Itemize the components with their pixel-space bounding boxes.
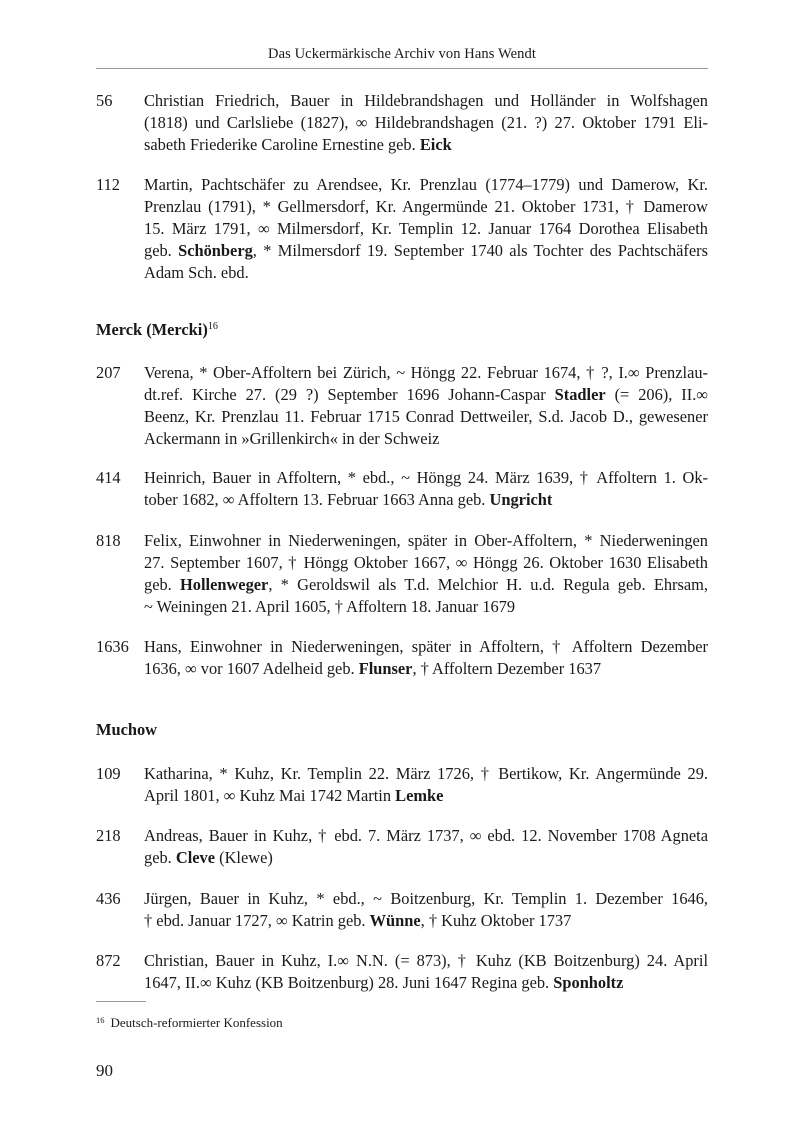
- entry-number: 109: [96, 764, 121, 783]
- surname-heading: [96, 320, 218, 340]
- entry-text: [144, 530, 708, 618]
- genealogy-entry: [96, 530, 708, 618]
- entry-number: 414: [96, 468, 121, 487]
- entry-text: [144, 362, 708, 450]
- surname-heading-text: Muchow: [96, 720, 158, 739]
- entry-line: Andreas, Bauer in Kuhz, † ebd. 7. März 1737, ∞ ebd. 12. November 1708 Agneta: [144, 826, 708, 845]
- genealogy-entry: [96, 362, 708, 450]
- footnote-ref: 16: [207, 321, 218, 332]
- surname-bold: Sponholtz: [553, 973, 624, 992]
- genealogy-entry: [96, 467, 708, 511]
- genealogy-entry: [96, 90, 708, 156]
- surname-heading-text: Merck (Mercki): [96, 320, 208, 339]
- entry-line: dt.ref. Kirche 27. (29 ?) September 1696 Johann-Caspar Stadler (= 206), II.∞: [144, 385, 708, 404]
- entry-line: geb. Hollenweger, * Geroldswil als T.d. Melchior H. u.d. Regula geb. Ehrsam,: [144, 575, 708, 594]
- surname-bold: Lemke: [395, 786, 444, 805]
- entry-number: 1636: [96, 637, 129, 656]
- entry-text: [144, 763, 708, 807]
- entry-line: Beenz, Kr. Prenzlau 11. Februar 1715 Conrad Dettweiler, S.d. Jacob D., gewesener: [144, 407, 708, 426]
- entry-number: 872: [96, 951, 121, 970]
- entry-number: 112: [96, 175, 120, 194]
- footnote: [96, 1015, 283, 1031]
- genealogy-entry: [96, 174, 708, 284]
- surname-bold: Hollenweger: [180, 575, 269, 594]
- entry-text: [144, 90, 708, 156]
- entry-number: 207: [96, 363, 121, 382]
- header-rule: [96, 68, 708, 69]
- surname-bold: Eick: [419, 135, 452, 154]
- entry-number: 436: [96, 889, 121, 908]
- entry-line: Hans, Einwohner in Niederweningen, später in Affoltern, † Affoltern Dezember: [144, 637, 708, 656]
- genealogy-entry: [96, 888, 708, 932]
- genealogy-entry: [96, 950, 708, 994]
- entry-line: tober 1682, ∞ Affoltern 13. Februar 1663 Anna geb. Ungricht: [144, 490, 553, 509]
- entry-number: 818: [96, 531, 121, 550]
- surname-heading: [96, 720, 157, 740]
- entry-line: 15. März 1791, ∞ Milmersdorf, Kr. Templin 12. Januar 1764 Dorothea Elisabeth: [144, 219, 708, 238]
- genealogy-entry: [96, 763, 708, 807]
- footnote-marker: 16: [96, 1015, 105, 1025]
- surname-bold: Ungricht: [489, 490, 553, 509]
- surname-bold: Stadler: [554, 385, 606, 404]
- surname-bold: Cleve: [175, 848, 216, 867]
- entry-line: 27. September 1607, † Höngg Oktober 1667, ∞ Höngg 26. Oktober 1630 Elisabeth: [144, 553, 708, 572]
- footnote-text: Deutsch-reformierter Konfession: [110, 1015, 283, 1030]
- entry-line: 1647, II.∞ Kuhz (KB Boitzenburg) 28. Juni 1647 Regina geb. Sponholtz: [144, 973, 624, 992]
- entry-line: Ackermann in »Grillenkirch« in der Schweiz: [144, 429, 440, 448]
- entry-number: 56: [96, 91, 113, 110]
- entry-line: Katharina, * Kuhz, Kr. Templin 22. März 1726, † Bertikow, Kr. Angermünde 29.: [144, 764, 708, 783]
- entry-text: [144, 950, 708, 994]
- surname-bold: Wünne: [369, 911, 421, 930]
- entry-line: Adam Sch. ebd.: [144, 263, 249, 282]
- entry-line: Martin, Pachtschäfer zu Arendsee, Kr. Prenzlau (1774–1779) und Damerow, Kr.: [144, 175, 708, 194]
- running-header: Das Uckermärkische Archiv von Hans Wendt: [268, 46, 536, 62]
- entry-line: Prenzlau (1791), * Gellmersdorf, Kr. Angermünde 21. Oktober 1731, † Damerow: [144, 197, 708, 216]
- entry-line: Jürgen, Bauer in Kuhz, * ebd., ~ Boitzenburg, Kr. Templin 1. Dezember 1646,: [144, 889, 708, 908]
- entry-line: sabeth Friederike Caroline Ernestine geb. Eick: [144, 135, 452, 154]
- entry-number: 218: [96, 826, 121, 845]
- entry-text: [144, 888, 708, 932]
- genealogy-entry: [96, 636, 708, 680]
- footnote-rule: [96, 1001, 146, 1002]
- entry-line: ~ Weiningen 21. April 1605, † Affoltern 18. Januar 1679: [144, 597, 516, 616]
- entry-line: 1636, ∞ vor 1607 Adelheid geb. Flunser, † Affoltern Dezember 1637: [144, 659, 602, 678]
- entry-line: † ebd. Januar 1727, ∞ Katrin geb. Wünne, † Kuhz Oktober 1737: [144, 911, 572, 930]
- entry-text: [144, 825, 708, 869]
- entry-line: Christian Friedrich, Bauer in Hildebrandshagen und Holländer in Wolfshagen: [144, 91, 708, 110]
- entry-text: [144, 174, 708, 284]
- page-number: 90: [96, 1061, 113, 1080]
- entry-text: [144, 467, 708, 511]
- entry-line: geb. Schönberg, * Milmersdorf 19. September 1740 als Tochter des Pachtschäfers: [144, 241, 708, 260]
- entry-line: Christian, Bauer in Kuhz, I.∞ N.N. (= 873), † Kuhz (KB Boitzenburg) 24. April: [144, 951, 708, 970]
- entry-line: Verena, * Ober-Affoltern bei Zürich, ~ Höngg 22. Februar 1674, † ?, I.∞ Prenzlau-: [144, 363, 708, 382]
- surname-bold: Flunser: [358, 659, 413, 678]
- entry-text: [144, 636, 708, 680]
- entry-line: (1818) und Carlsliebe (1827), ∞ Hildebrandshagen (21. ?) 27. Oktober 1791 Eli-: [144, 113, 708, 132]
- entry-line: Heinrich, Bauer in Affoltern, * ebd., ~ Höngg 24. März 1639, † Affoltern 1. Ok-: [144, 468, 708, 487]
- genealogy-entry: [96, 825, 708, 869]
- entry-line: April 1801, ∞ Kuhz Mai 1742 Martin Lemke: [144, 786, 444, 805]
- surname-bold: Schönberg: [178, 241, 253, 260]
- entry-line: geb. Cleve (Klewe): [144, 848, 273, 867]
- entry-line: Felix, Einwohner in Niederweningen, später in Ober-Affoltern, * Niederweningen: [144, 531, 708, 550]
